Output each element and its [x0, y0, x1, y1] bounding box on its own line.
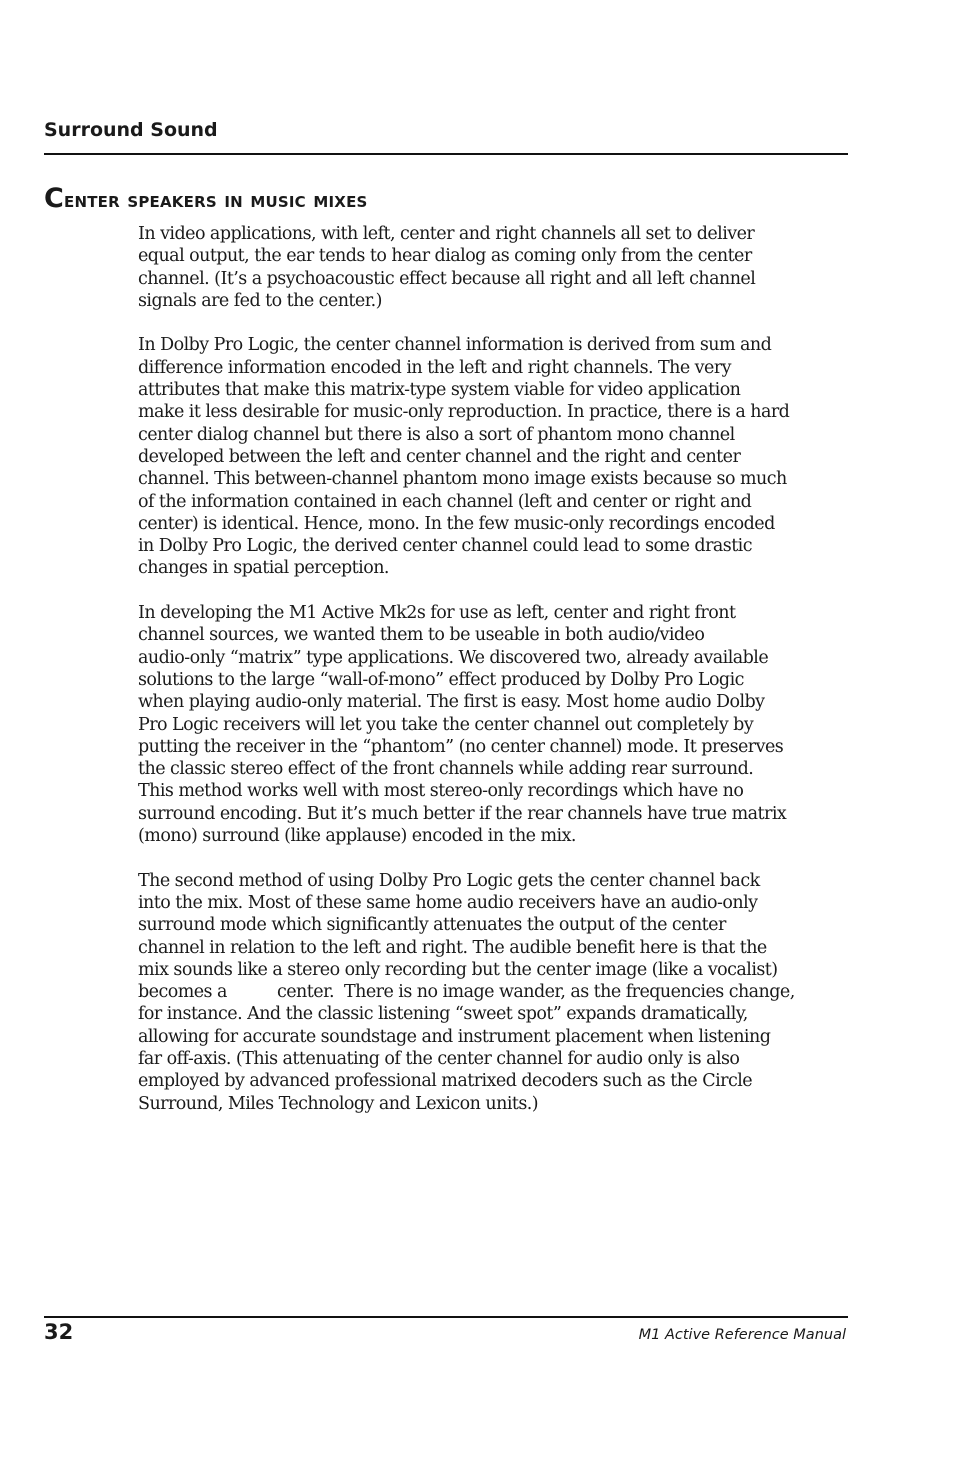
- text-line: Pro Logic receivers will let you take the center channel out completely by: [138, 714, 754, 735]
- text-line: In Dolby Pro Logic, the center channel information is derived from sum and: [138, 335, 772, 356]
- text-line: surround mode which significantly attenuates the output of the center: [138, 915, 726, 936]
- footer-rule: [44, 1316, 848, 1318]
- paragraph-4: [138, 870, 852, 1115]
- text-line: (mono) surround (like applause) encoded in the mix.: [138, 826, 576, 847]
- text-line: mix sounds like a stereo only recording but the center image (like a vocalist): [138, 959, 778, 980]
- body-text: [138, 223, 852, 1137]
- text-line: when playing audio-only material. The first is easy. Most home audio Dolby: [138, 692, 765, 713]
- section-title-rest: enter speakers in music mixes: [64, 188, 368, 212]
- text-line: attributes that make this matrix-type system viable for video application: [138, 380, 741, 401]
- text-line: channel sources, we wanted them to be useable in both audio/video: [138, 625, 705, 646]
- section-title: [44, 183, 368, 214]
- header-rule: [44, 153, 848, 155]
- paragraph-1: [138, 223, 852, 312]
- text-line: in Dolby Pro Logic, the derived center channel could lead to some drastic: [138, 536, 752, 557]
- text-line: channel. (It’s a psychoacoustic effect because all right and all left channel: [138, 268, 756, 289]
- text-line: allowing for accurate soundstage and instrument placement when listening: [138, 1026, 771, 1047]
- text-line: make it less desirable for music-only reproduction. In practice, there is a hard: [138, 402, 790, 423]
- text-line: center) is identical. Hence, mono. In the few music-only recordings encoded: [138, 513, 775, 534]
- text-line: center dialog channel but there is also a sort of phantom mono channel: [138, 424, 735, 445]
- text-line: In video applications, with left, center and right channels all set to deliver: [138, 224, 755, 244]
- text-line: far off-axis. (This attenuating of the center channel for audio only is also: [138, 1048, 740, 1069]
- text-line: signals are fed to the center.): [138, 290, 382, 311]
- running-head: Surround Sound: [44, 119, 218, 141]
- text-line: employed by advanced professional matrixed decoders such as the Circle: [138, 1071, 753, 1092]
- text-line: becomes a center. There is no image wander, as the frequencies change,: [138, 982, 795, 1003]
- text-line: Surround, Miles Technology and Lexicon units.): [138, 1093, 539, 1114]
- text-line: equal output, the ear tends to hear dialog as coming only from the center: [138, 246, 752, 267]
- paragraph-3: [138, 602, 852, 847]
- text-line: This method works well with most stereo-only recordings which have no: [138, 781, 744, 802]
- text-line: changes in spatial perception.: [138, 558, 389, 579]
- manual-title: M1 Active Reference Manual: [638, 1327, 846, 1343]
- text-line: In developing the M1 Active Mk2s for use as left, center and right front: [138, 603, 736, 624]
- paragraph-2: [138, 334, 852, 579]
- text-line: solutions to the large “wall-of-mono” effect produced by Dolby Pro Logic: [138, 669, 744, 690]
- text-line: developed between the left and center channel and the right and center: [138, 446, 741, 467]
- text-line: putting the receiver in the “phantom” (no center channel) mode. It preserves: [138, 736, 784, 757]
- text-line: for instance. And the classic listening “sweet spot” expands dramatically,: [138, 1004, 748, 1025]
- text-line: the classic stereo effect of the front channels while adding rear surround.: [138, 759, 754, 780]
- section-title-initial: C: [44, 183, 65, 214]
- page-number: 32: [44, 1320, 74, 1344]
- text-line: difference information encoded in the left and right channels. The very: [138, 357, 731, 378]
- text-line: audio-only “matrix” type applications. We discovered two, already available: [138, 647, 769, 668]
- text-line: of the information contained in each channel (left and center or right and: [138, 491, 752, 512]
- text-line: channel in relation to the left and right. The audible benefit here is that the: [138, 937, 767, 958]
- text-line: surround encoding. But it’s much better if the rear channels have true matrix: [138, 803, 787, 824]
- text-line: channel. This between-channel phantom mono image exists because so much: [138, 469, 787, 490]
- text-line: The second method of using Dolby Pro Logic gets the center channel back: [138, 870, 760, 891]
- text-line: into the mix. Most of these same home audio receivers have an audio-only: [138, 892, 758, 913]
